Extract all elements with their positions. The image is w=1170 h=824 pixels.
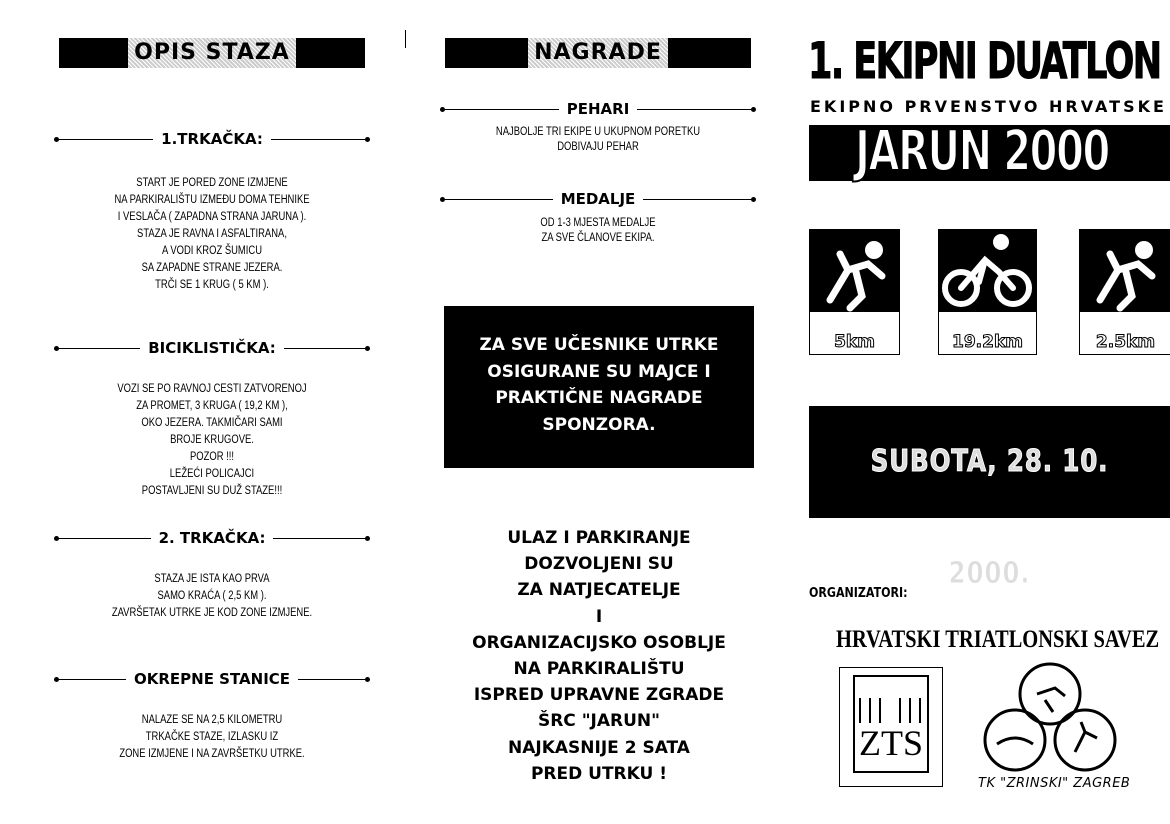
event-date: SUBOTA, 28. 10. 2000. — [870, 444, 1109, 591]
body-line: ZONE IZMJENE I NA ZAVRŠETKU UTRKE. — [119, 748, 305, 760]
pictogram-run1 — [809, 229, 900, 355]
club-logo — [975, 660, 1125, 780]
notice-line: ORGANIZACIJSKO OSOBLJE — [472, 632, 726, 653]
section-heading-cups — [442, 100, 754, 118]
body-line: DOBIVAJU PEHAR — [557, 141, 639, 153]
body-line: LEŽEĆI POLICAJCI — [169, 468, 255, 480]
runner-icon — [1080, 230, 1170, 312]
club-logo-graphic — [975, 660, 1125, 780]
section-heading-run2 — [56, 529, 368, 547]
distance-label: 2.5km — [1095, 332, 1156, 352]
notice-line: ŠRC "JARUN" — [537, 711, 661, 732]
distance-label: 5km — [834, 332, 875, 352]
event-title: 1. EKIPNI DUATLON — [808, 32, 1161, 90]
cyclist-icon — [939, 230, 1036, 312]
body-line: TRKAČKE STAZE, IZLASKU IZ — [145, 731, 279, 743]
heading-text: OKREPNE STANICE — [133, 670, 291, 688]
organizers-label: ORGANIZATORI: — [809, 586, 908, 601]
section-heading-run1 — [56, 130, 368, 148]
runner-icon — [810, 230, 899, 312]
fold-mark — [405, 30, 406, 48]
heading-text: 2. TRKAČKA: — [158, 529, 266, 547]
box-line: OSIGURANE SU MAJCE I — [487, 361, 711, 382]
heading-text: PEHARI — [566, 100, 630, 118]
parking-notice — [404, 525, 794, 787]
distance-label: 19.2km — [952, 332, 1023, 352]
notice-line: ISPRED UPRAVNE ZGRADE — [473, 685, 725, 706]
date-banner — [809, 406, 1170, 591]
body-line: ZAVRŠETAK UTRKE JE KOD ZONE IZMJENE. — [111, 607, 313, 619]
body-line: NA PARKIRALIŠTU IZMEĐU DOMA TEHNIKE — [114, 194, 310, 206]
body-line: POSTAVLJENI SU DUŽ STAZE!!! — [141, 485, 283, 497]
box-line: SPONZORA. — [542, 414, 656, 435]
pictogram-bike — [938, 229, 1037, 355]
event-subtitle: EKIPNO PRVENSTVO HRVATSKE — [810, 97, 1167, 116]
body-line: NAJBOLJE TRI EKIPE U UKUPNOM PORETKU — [495, 126, 701, 138]
club-name: TK "ZRINSKI" ZAGREB — [978, 776, 1131, 791]
event-name: JARUN 2000 — [855, 119, 1109, 184]
body-line: I VESLAČA ( ZAPADNA STRANA JARUNA ). — [117, 211, 307, 223]
body-line: OKO JEZERA. TAKMIČARI SAMI — [141, 417, 283, 429]
zts-logo-text: ZTS — [858, 723, 923, 763]
notice-line: NA PARKIRALIŠTU — [513, 659, 685, 680]
section-body-refreshment — [53, 712, 371, 763]
section-body-run2 — [53, 571, 371, 622]
heading-text: 1.TRKAČKA: — [161, 130, 263, 148]
body-line: ZA SVE ČLANOVE EKIPA. — [541, 232, 655, 244]
body-line: START JE PORED ZONE IZMJENE — [136, 177, 288, 189]
body-line: SAMO KRAĆA ( 2,5 KM ). — [157, 590, 267, 602]
zts-logo — [839, 667, 943, 787]
body-line: BROJE KRUGOVE. — [170, 434, 254, 446]
banner-text: OPIS STAZA — [128, 38, 296, 68]
notice-line: ULAZ I PARKIRANJE — [507, 528, 691, 548]
body-line: NALAZE SE NA 2,5 KILOMETRU — [141, 714, 283, 726]
awards-banner — [445, 38, 751, 68]
notice-line: NAJKASNIJE 2 SATA — [508, 737, 690, 758]
section-body-bike — [53, 381, 371, 500]
banner-text: NAGRADE — [528, 38, 668, 68]
body-line: VOZI SE PO RAVNOJ CESTI ZATVORENOJ — [117, 383, 307, 395]
box-line: PRAKTIČNE NAGRADE — [495, 388, 703, 408]
federation-name: HRVATSKI TRIATLONSKI SAVEZ — [836, 626, 1160, 653]
heading-text: MEDALJE — [560, 190, 636, 208]
course-description-banner — [59, 38, 365, 68]
section-body-medals — [439, 216, 757, 246]
notice-line: PRED UTRKU ! — [530, 763, 668, 784]
heading-text: BICIKLISTIČKA: — [148, 339, 276, 357]
section-heading-medals — [442, 190, 754, 208]
section-heading-bike — [56, 339, 368, 357]
body-line: POZOR !!! — [189, 451, 234, 463]
body-line: A VODI KROZ ŠUMICU — [161, 245, 263, 257]
section-heading-refreshment — [56, 670, 368, 688]
prizes-notice-box — [444, 306, 754, 468]
pictogram-run2 — [1079, 229, 1170, 355]
body-line: STAZA JE RAVNA I ASFALTIRANA, — [137, 228, 287, 240]
box-line: ZA SVE UČESNIKE UTRKE — [479, 335, 719, 355]
section-body-run1 — [53, 175, 371, 294]
notice-line: ZA NATJECATELJE — [517, 580, 681, 601]
notice-line: I — [595, 606, 603, 627]
body-line: ZA PROMET, 3 KRUGA ( 19,2 KM ), — [136, 400, 288, 412]
body-line: OD 1-3 MJESTA MEDALJE — [540, 217, 656, 229]
section-body-cups — [439, 125, 757, 155]
body-line: TRČI SE 1 KRUG ( 5 KM ). — [155, 279, 269, 291]
event-name-bar — [809, 119, 1170, 184]
body-line: STAZA JE ISTA KAO PRVA — [154, 573, 270, 585]
body-line: SA ZAPADNE STRANE JEZERA. — [141, 262, 283, 274]
notice-line: DOZVOLJENI SU — [524, 554, 674, 575]
